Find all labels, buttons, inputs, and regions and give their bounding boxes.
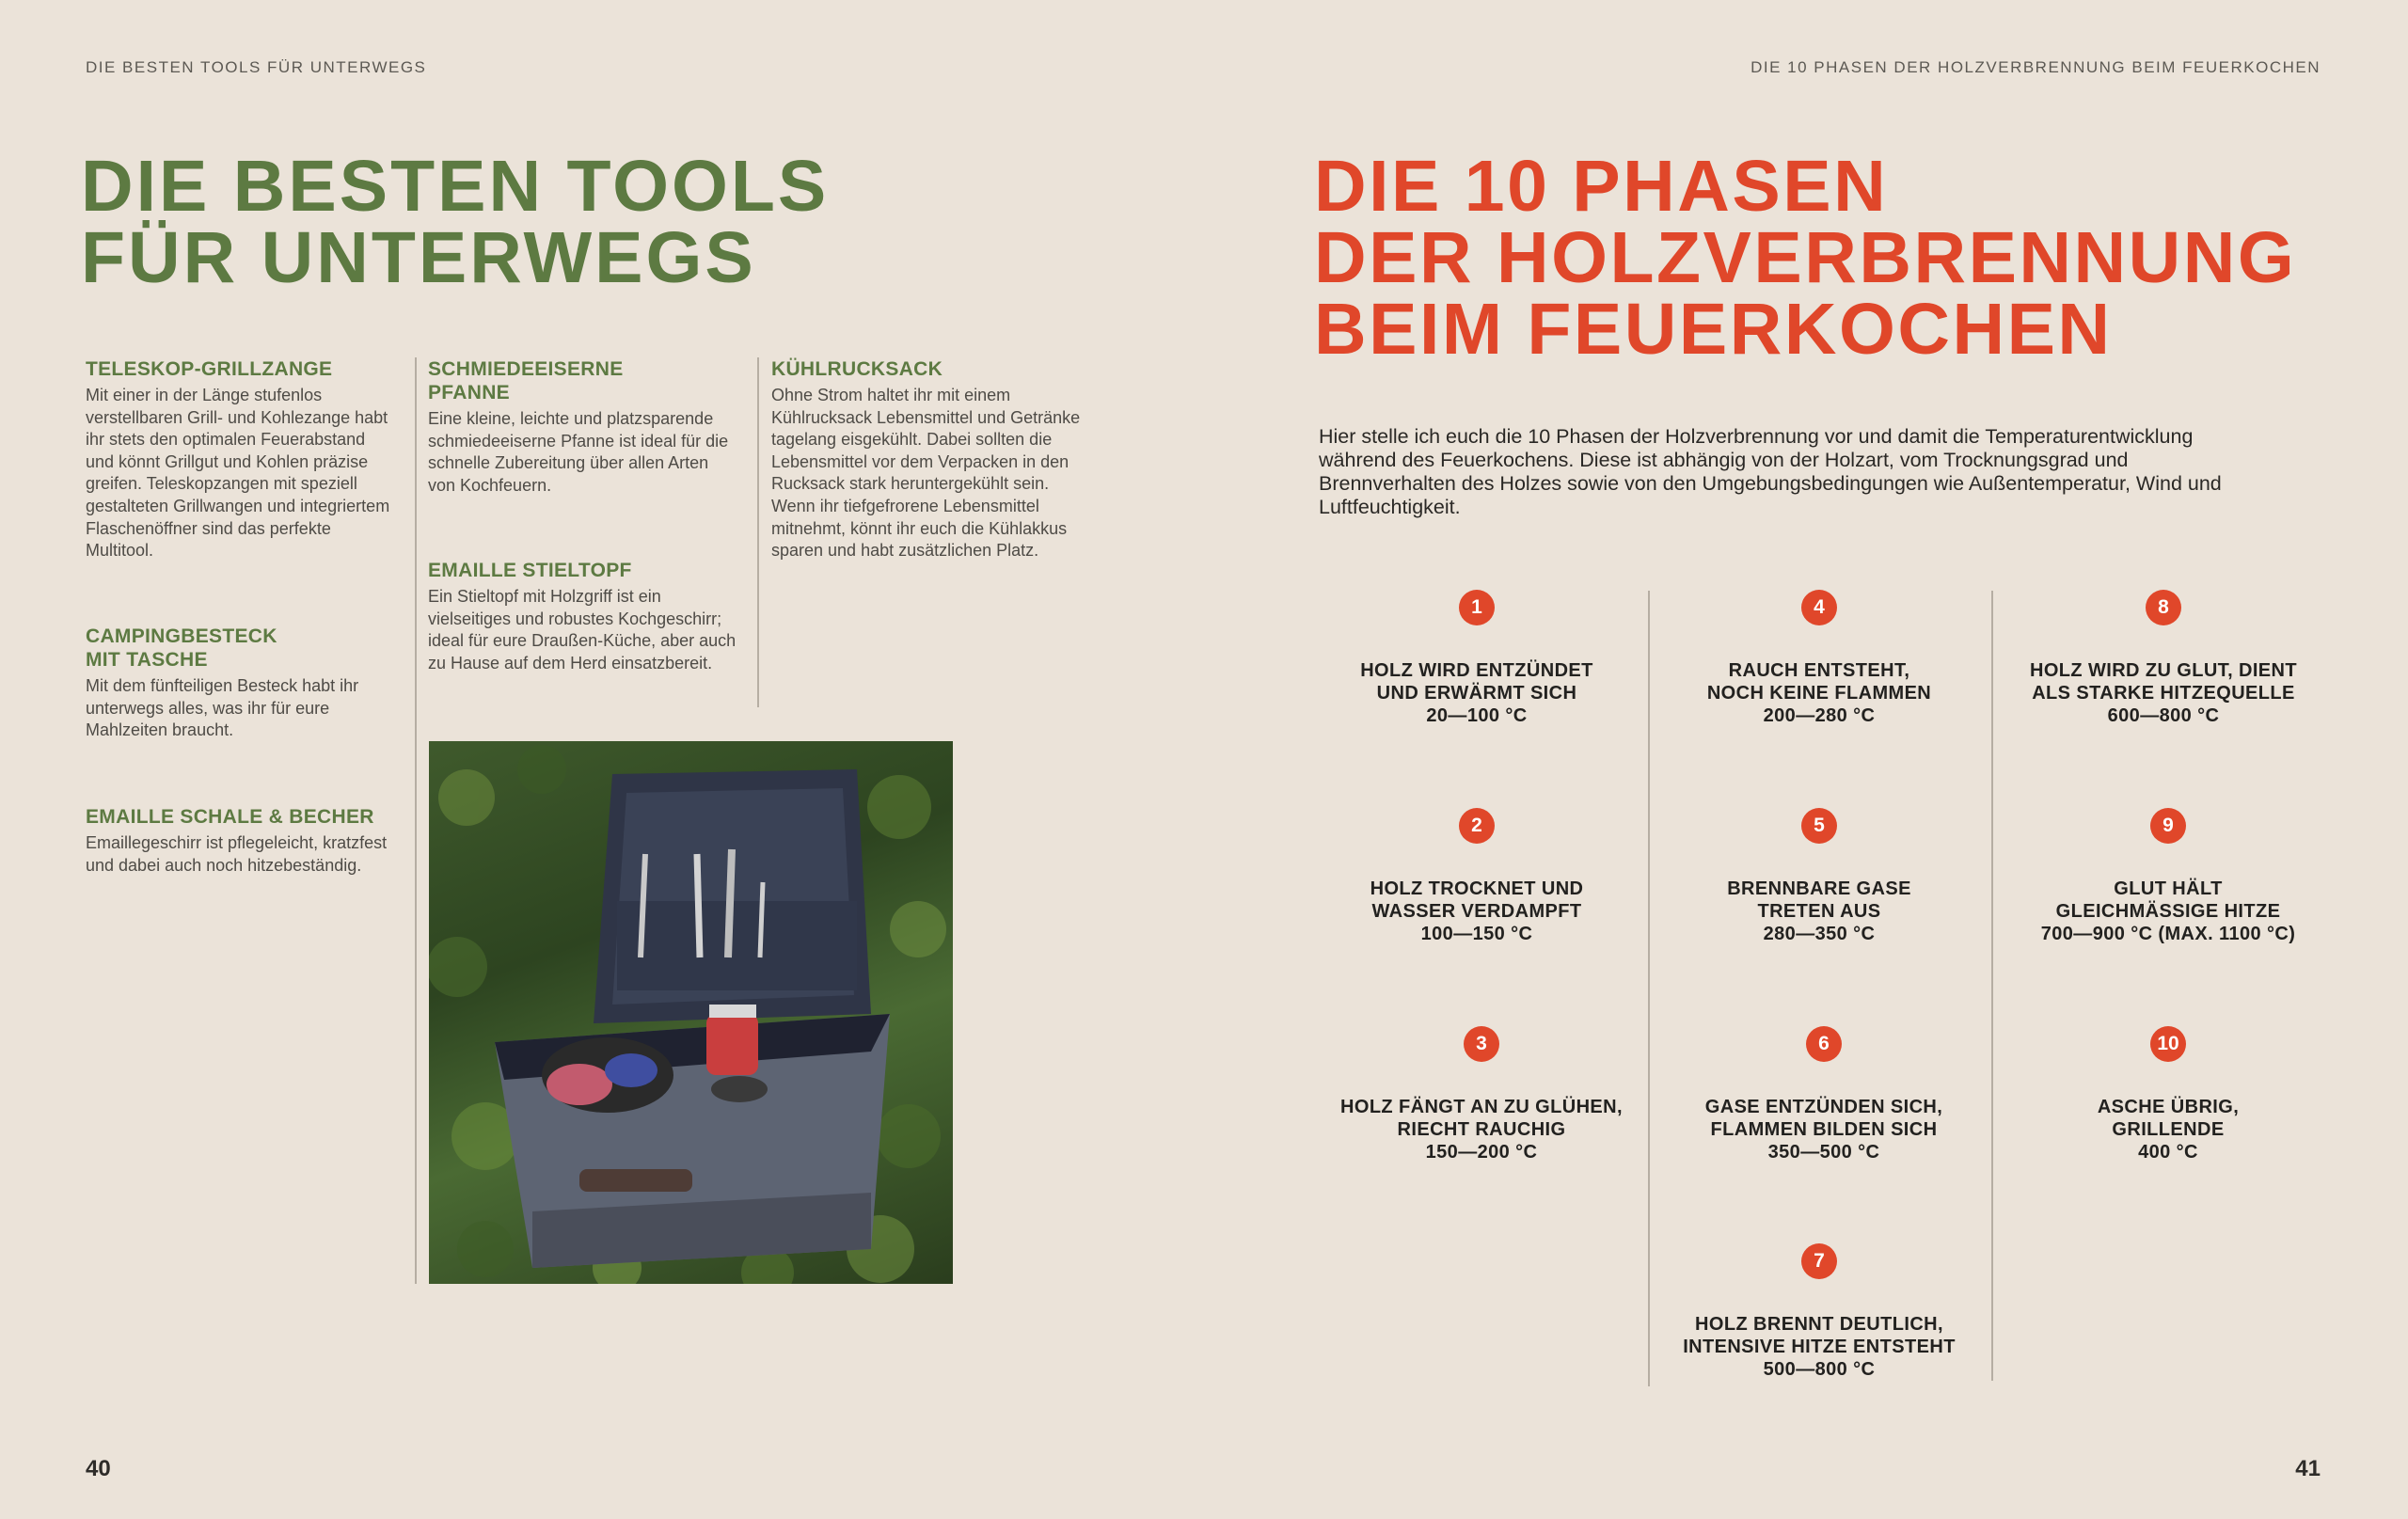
- phase-line: UND ERWÄRMT SICH: [1376, 683, 1577, 704]
- title-line: FÜR UNTERWEGS: [81, 217, 756, 298]
- tool-name-line: KÜHLRUCKSACK: [771, 358, 943, 380]
- phase-description: [1659, 1313, 1979, 1381]
- phase-9: [2008, 808, 2328, 945]
- phase-number-badge: 3: [1464, 1026, 1499, 1062]
- phase-number-badge: 10: [2150, 1026, 2186, 1062]
- phase-number-badge: 4: [1801, 590, 1837, 625]
- phase-line: FLAMMEN BILDEN SICH: [1710, 1119, 1938, 1140]
- phase-3: [1322, 1026, 1641, 1163]
- phase-description: [1317, 878, 1637, 945]
- phase-5: [1659, 808, 1979, 945]
- phase-line: GRILLENDE: [2112, 1119, 2225, 1140]
- tool-name: [86, 625, 396, 672]
- tool-name-line: EMAILLE SCHALE & BECHER: [86, 806, 374, 828]
- phase-number-badge: 8: [2146, 590, 2181, 625]
- phase-temperature: 280—350 °C: [1763, 924, 1876, 944]
- page-number-right: 41: [2295, 1456, 2321, 1481]
- phase-temperature: 400 °C: [2138, 1142, 2198, 1163]
- phase-line: HOLZ WIRD ENTZÜNDET: [1360, 660, 1593, 681]
- phase-10: [2008, 1026, 2328, 1163]
- tool-name: [86, 805, 396, 829]
- photo-illustration: [429, 741, 953, 1284]
- phase-number-badge: 9: [2150, 808, 2186, 844]
- title-line: BEIM FEUERKOCHEN: [1314, 289, 2113, 370]
- tool-name: [771, 357, 1091, 381]
- phase-2: [1317, 808, 1637, 945]
- phase-line: ALS STARKE HITZEQUELLE: [2032, 683, 2295, 704]
- column-divider: [415, 357, 417, 1284]
- title-line: DIE BESTEN TOOLS: [81, 146, 830, 227]
- tool-description: Ein Stieltopf mit Holzgriff ist ein vielseitiges und robustes Kochgeschirr; ideal für eure Draußen-Küche, aber auch zu Hause auf dem Herd einsatzbereit.: [428, 587, 737, 672]
- tool-name-line: CAMPINGBESTECK: [86, 625, 277, 647]
- phase-line: NOCH KEINE FLAMMEN: [1706, 683, 1932, 704]
- phase-description: [1317, 659, 1637, 727]
- phase-number-badge: 6: [1806, 1026, 1842, 1062]
- column-divider: [757, 357, 759, 707]
- tool-name-line: SCHMIEDEEISERNE: [428, 358, 624, 380]
- phase-description: [1659, 659, 1979, 727]
- phase-line: HOLZ WIRD ZU GLUT, DIENT: [2029, 660, 2297, 681]
- phase-description: [1322, 1096, 1641, 1163]
- phase-line: GASE ENTZÜNDEN SICH,: [1704, 1097, 1943, 1117]
- phase-temperature: 200—280 °C: [1763, 705, 1876, 726]
- photo-kuehlrucksack: [429, 741, 953, 1284]
- phase-temperature: 100—150 °C: [1420, 924, 1533, 944]
- phase-number-badge: 1: [1459, 590, 1495, 625]
- phase-line: GLEICHMÄSSIGE HITZE: [2055, 901, 2281, 922]
- phase-line: INTENSIVE HITZE ENTSTEHT: [1683, 1337, 1956, 1357]
- phase-1: [1317, 590, 1637, 727]
- tool-kuehlrucksack: [771, 357, 1091, 562]
- tool-emaille-stieltopf: [428, 559, 738, 674]
- phase-8: [2004, 590, 2323, 727]
- intro-paragraph: Hier stelle ich euch die 10 Phasen der Holzverbrennung vor und damit die Temperaturentwicklung während des Feuerkochens. Diese ist abhängig von der Holzart, vom Trocknungsgrad und Brennverhalten des Holzes sowie von den Umgebungsbedingungen wie Außentemperatur, Wind und Luftfeuchtigkeit.: [1319, 425, 2222, 518]
- phase-line: RAUCH ENTSTEHT,: [1728, 660, 1910, 681]
- phase-line: HOLZ TROCKNET UND: [1370, 878, 1584, 899]
- phase-description: [1664, 1096, 1984, 1163]
- phase-column-divider: [1991, 591, 1993, 1381]
- tool-description: Mit dem fünfteiligen Besteck habt ihr unterwegs alles, was ihr für eure Mahlzeiten braucht.: [86, 676, 359, 740]
- phase-line: TRETEN AUS: [1757, 901, 1881, 922]
- title-line: DER HOLZVERBRENNUNG: [1314, 217, 2297, 298]
- phase-description: [1659, 878, 1979, 945]
- phase-number-badge: 7: [1801, 1243, 1837, 1279]
- tool-description: Eine kleine, leichte und platzsparende schmiedeeiserne Pfanne ist ideal für die schnelle Zubereitung über allen Arten von Kochfeuern.: [428, 409, 729, 495]
- tool-teleskop-grillzange: [86, 357, 396, 562]
- running-head-left: DIE BESTEN TOOLS FÜR UNTERWEGS: [86, 58, 427, 76]
- tool-description: Emaillegeschirr ist pflegeleicht, kratzfest und dabei auch noch hitzebeständig.: [86, 833, 388, 875]
- tool-schmiedeeiserne-pfanne: [428, 357, 738, 497]
- phase-temperature: 150—200 °C: [1425, 1142, 1538, 1163]
- tool-emaille-schale-becher: [86, 805, 396, 877]
- tool-description: Mit einer in der Länge stufenlos verstellbaren Grill- und Kohlezange habt ihr stets den optimalen Feuerabstand und könnt Grillgut und Kohlen präzise greifen. Teleskopzangen mit speziell gestalteten Grillwangen und integriertem Flaschenöffner sind das perfekte Multitool.: [86, 386, 390, 561]
- tool-campingbesteck: [86, 625, 396, 742]
- page-title-phases: [1314, 146, 2297, 370]
- phase-description: [2004, 659, 2323, 727]
- running-head-right: DIE 10 PHASEN DER HOLZVERBRENNUNG BEIM FEUERKOCHEN: [1751, 58, 2321, 76]
- phase-number-badge: 2: [1459, 808, 1495, 844]
- phase-line: WASSER VERDAMPFT: [1371, 901, 1582, 922]
- phase-description: [2008, 1096, 2328, 1163]
- phase-column-divider: [1648, 591, 1650, 1386]
- tool-description: Ohne Strom haltet ihr mit einem Kühlrucksack Lebensmittel und Getränke tagelang eisgekühlt. Dabei sollten die Lebensmittel vor dem Verpacken in den Rucksack stark heruntergekühlt sein. Wenn ihr tiefgefrorene Lebensmittel mitnehmt, könnt ihr euch die Kühlakkus sparen und habt zusätzlichen Platz.: [771, 386, 1081, 561]
- phase-line: HOLZ FÄNGT AN ZU GLÜHEN,: [1340, 1097, 1623, 1117]
- phase-temperature: 350—500 °C: [1767, 1142, 1880, 1163]
- page-title-tools: [81, 146, 830, 298]
- tool-name-line: PFANNE: [428, 382, 510, 403]
- phase-temperature: 600—800 °C: [2107, 705, 2220, 726]
- phase-line: HOLZ BRENNT DEUTLICH,: [1695, 1314, 1943, 1335]
- phase-line: GLUT HÄLT: [2114, 878, 2223, 899]
- tool-name: [428, 559, 738, 582]
- title-line: DIE 10 PHASEN: [1314, 146, 1889, 227]
- tool-name-line: EMAILLE STIELTOPF: [428, 560, 632, 581]
- tool-name-line: MIT TASCHE: [86, 649, 208, 671]
- phase-temperature: 20—100 °C: [1426, 705, 1528, 726]
- phase-7: [1659, 1243, 1979, 1381]
- tool-name-line: TELESKOP-GRILLZANGE: [86, 358, 333, 380]
- phase-line: BRENNBARE GASE: [1727, 878, 1911, 899]
- phase-temperature: 500—800 °C: [1763, 1359, 1876, 1380]
- phase-description: [2008, 878, 2328, 945]
- phase-line: ASCHE ÜBRIG,: [2097, 1097, 2240, 1117]
- page-number-left: 40: [86, 1456, 111, 1481]
- phase-number-badge: 5: [1801, 808, 1837, 844]
- tool-name: [86, 357, 396, 381]
- phase-line: RIECHT RAUCHIG: [1397, 1119, 1566, 1140]
- phase-4: [1659, 590, 1979, 727]
- tool-name: [428, 357, 738, 404]
- phase-temperature: 700—900 °C (MAX. 1100 °C): [2040, 924, 2296, 944]
- phase-6: [1664, 1026, 1984, 1163]
